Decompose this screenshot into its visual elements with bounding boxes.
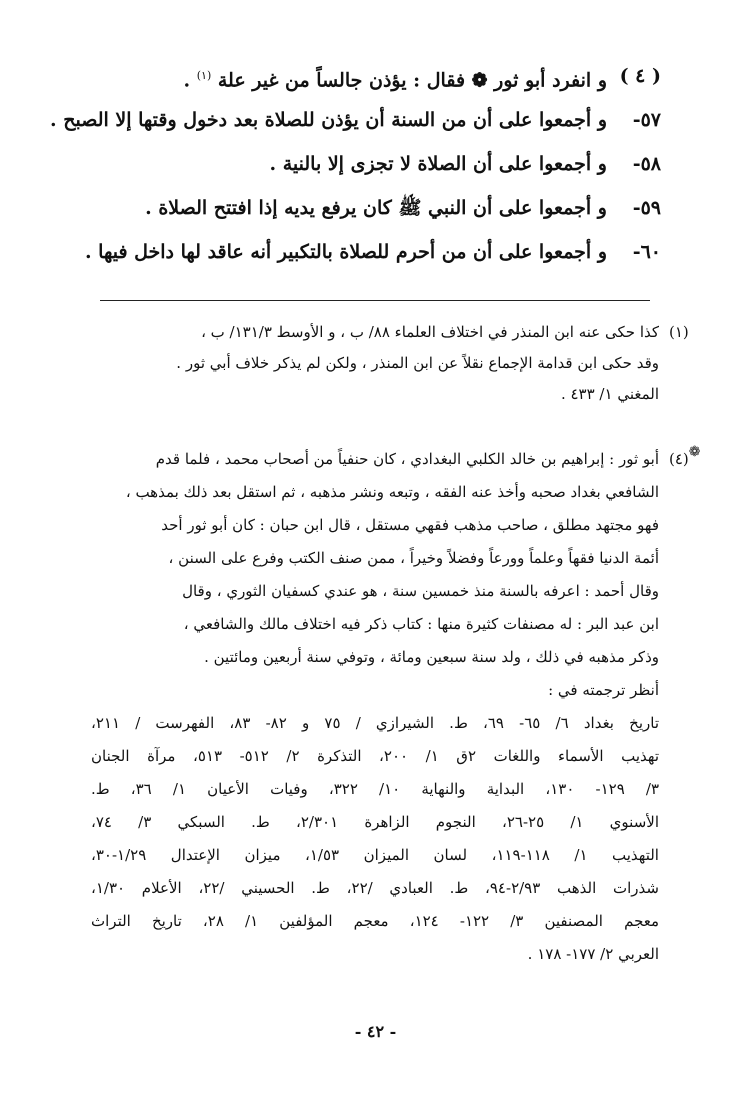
footnote-marker: (١) (669, 323, 689, 341)
reference-line: ٣/ ١٢٩- ١٣٠، البداية والنهاية ١٠/ ٣٢٢، وفيات الأعيان ١/ ٣٦، ط. (91, 780, 659, 798)
page-number: - ٤٢ - (354, 1022, 397, 1041)
footnote-line: المغني ١/ ٤٣٣ . (560, 385, 659, 403)
item-text (183, 64, 607, 92)
item-text: و أجمعوا على أن النبي ﷺ كان يرفع يديه إذا افتتح الصلاة . (145, 197, 607, 219)
footnote-line: ابن عبد البر : له مصنفات كثيرة منها : كتاب ذكر فيه اختلاف مالك والشافعي ، (183, 615, 659, 633)
item-number: ٦٠- (632, 241, 661, 263)
footnote-4 (91, 444, 701, 973)
main-item (91, 152, 661, 174)
item-text: و أجمعوا على أن من أحرم للصلاة بالتكبير أنه عاقد لها داخل فيها . (84, 241, 607, 263)
reference-line: شذرات الذهب ٢/٩٣-٩٤، ط. العبادي /٢٢، ط. الحسيني /٢٢، الأعلام ١/٣٠، (91, 879, 659, 897)
footnote-line: أئمة الدنيا فقهاً وعلماً وورعاً وفضلاً وخيراً ، ممن صنف الكتب وفرع على السنن ، (168, 549, 659, 567)
footnote-marker-number: (٤) (669, 450, 689, 468)
item-text: و أجمعوا على أن من السنة أن يؤذن للصلاة بعد دخول وقتها إلا الصبح . (50, 109, 607, 131)
item-number: ( ٤ ) (619, 65, 661, 87)
footnote-line: وقد حكى ابن قدامة الإجماع نقلاً عن ابن المنذر ، ولكن لم يذكر خلاف أبي ثور . (176, 354, 659, 372)
footnote-line: كذا حكى عنه ابن المنذر في اختلاف العلماء ٨٨/ ب ، و الأوسط ١٣١/٣/ ب ، (201, 323, 659, 341)
main-item (50, 108, 661, 131)
item-number: ٥٧- (632, 109, 661, 131)
item-text: و أجمعوا على أن الصلاة لا تجزى إلا بالنية . (269, 153, 607, 175)
item-text-tail: . (183, 69, 191, 92)
main-item (84, 240, 661, 263)
main-item (91, 196, 661, 218)
reference-list (91, 709, 659, 968)
reference-line: تهذيب الأسماء واللغات ٢ق ١/ ٢٠٠، التذكرة ٢/ ٥١٢- ٥١٣، مرآة الجنان (91, 747, 659, 765)
footnote-line: الشافعي بغداد صحبه وأخذ عنه الفقه ، وتبعه ونشر مذهبه ، ثم استقل بعد ذلك بمذهب ، (125, 483, 659, 501)
reference-line: التهذيب ١/ ١١٨-١١٩، لسان الميزان ١/٥٣، ميزان الإعتدال ١/٢٩-٣٠، (91, 846, 659, 864)
main-item (91, 64, 661, 92)
reference-line: الأسنوي ١/ ٢٥-٢٦، النجوم الزاهرة ٢/٣٠١، ط. السبكي ٣/ ٧٤، (91, 813, 659, 831)
main-text-list (50, 64, 661, 284)
footnote-divider (100, 300, 650, 301)
footnote-line: أبو ثور : إبراهيم بن خالد الكلبي البغدادي ، كان حنفياً من أصحاب محمد ، فلما قدم (155, 450, 659, 468)
item-number: ٥٨- (632, 153, 661, 175)
item-number: ٥٩- (632, 197, 661, 219)
item-text-body: و انفرد أبو ثور ❁ فقال : يؤذن جالساً من غير علة (217, 69, 607, 92)
footnote-line: فهو مجتهد مطلق ، صاحب مذهب فقهي مستقل ، قال ابن حبان : كان أبو ثور أحد (161, 516, 659, 534)
footnote-1 (91, 318, 689, 411)
footnote-line: أنظر ترجمته في : (548, 681, 659, 699)
footnote-line: وقال أحمد : اعرفه بالسنة منذ خمسين سنة ، هو عندي كسفيان الثوري ، وقال (182, 582, 659, 600)
footnote-line: وذكر مذهبه في ذلك ، ولد سنة سبعين ومائة ، وتوفي سنة أربعين ومائتين . (204, 648, 659, 666)
reference-line: العربي ٢/ ١٧٧- ١٧٨ . (527, 945, 659, 963)
reference-line: تاريخ بغداد ٦/ ٦٥- ٦٩، ط. الشيرازي / ٧٥ و ٨٢- ٨٣، الفهرست / ٢١١، (91, 714, 659, 732)
footnote-marker (669, 445, 721, 473)
flower-icon: ❁ (688, 444, 701, 460)
footnote-reference[interactable]: (١) (196, 69, 212, 82)
reference-line: معجم المصنفين ٣/ ١٢٢- ١٢٤، معجم المؤلفين ١/ ٢٨، تاريخ التراث (91, 912, 659, 930)
